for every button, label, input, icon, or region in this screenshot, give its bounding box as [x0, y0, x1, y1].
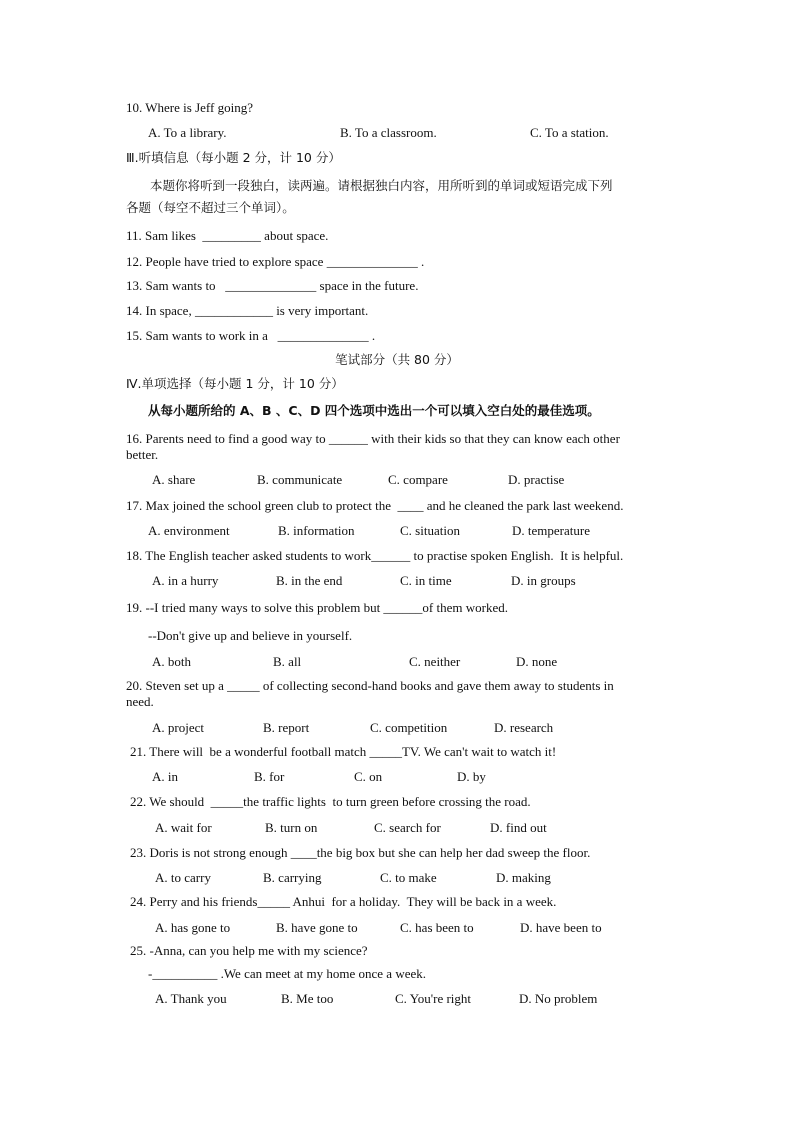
- q19-option-a: A. both: [152, 654, 191, 669]
- written-part-title: 笔试部分（共 80 分）: [335, 352, 459, 367]
- q21-option-b: B. for: [254, 769, 285, 784]
- q20-option-b: B. report: [263, 720, 310, 735]
- question-19-stem-cont: --Don't give up and believe in yourself.: [148, 628, 353, 643]
- q23-option-c: C. to make: [380, 870, 437, 885]
- q10-option-a: A. To a library.: [148, 125, 227, 140]
- section-4-title: Ⅳ.单项选择（每小题 1 分，计 10 分）: [126, 376, 344, 391]
- section-4-instruction: 从每小题所给的 A、B 、C、D 四个选项中选出一个可以填入空白处的最佳选项。: [148, 403, 600, 418]
- q21-option-c: C. on: [354, 769, 383, 784]
- q23-option-d: D. making: [496, 870, 551, 885]
- q25-option-d: D. No problem: [519, 991, 598, 1006]
- q10-option-b: B. To a classroom.: [340, 125, 437, 140]
- q24-option-d: D. have been to: [520, 920, 602, 935]
- q18-option-a: A. in a hurry: [152, 573, 219, 588]
- q19-option-b: B. all: [273, 654, 302, 669]
- q24-option-a: A. has gone to: [155, 920, 231, 935]
- q16-option-c: C. compare: [388, 472, 448, 487]
- q18-option-d: D. in groups: [511, 573, 576, 588]
- question-20-stem-cont: need.: [126, 694, 154, 709]
- q16-option-a: A. share: [152, 472, 196, 487]
- q22-option-a: A. wait for: [155, 820, 212, 835]
- q18-option-b: B. in the end: [276, 573, 343, 588]
- question-25-stem: 25. -Anna, can you help me with my science?: [130, 943, 368, 958]
- q21-option-a: A. in: [152, 769, 178, 784]
- question-20-stem: 20. Steven set up a _____ of collecting second-hand books and gave them away to students in: [126, 678, 614, 693]
- q24-option-c: C. has been to: [400, 920, 474, 935]
- q17-option-c: C. situation: [400, 523, 460, 538]
- q25-option-a: A. Thank you: [155, 991, 227, 1006]
- q21-option-d: D. by: [457, 769, 486, 784]
- fill-question-12: 12. People have tried to explore space ______________ .: [126, 254, 425, 269]
- question-17-stem: 17. Max joined the school green club to protect the ____ and he cleaned the park last weekend.: [126, 498, 624, 513]
- q22-option-b: B. turn on: [265, 820, 318, 835]
- question-24-stem: 24. Perry and his friends_____ Anhui for a holiday. They will be back in a week.: [130, 894, 557, 909]
- question-25-stem-cont: -__________ .We can meet at my home once a week.: [148, 966, 426, 981]
- question-10-stem: 10. Where is Jeff going?: [126, 100, 253, 115]
- q20-option-d: D. research: [494, 720, 554, 735]
- q19-option-c: C. neither: [409, 654, 461, 669]
- section-3-title: Ⅲ.听填信息（每小题 2 分，计 10 分）: [126, 150, 341, 165]
- question-23-stem: 23. Doris is not strong enough ____the big box but she can help her dad sweep the floor.: [130, 845, 591, 860]
- question-18-stem: 18. The English teacher asked students to work______ to practise spoken English. It is helpful.: [126, 548, 624, 563]
- fill-question-13: 13. Sam wants to ______________ space in the future.: [126, 278, 419, 293]
- question-16-stem-cont: better.: [126, 447, 159, 462]
- q24-option-b: B. have gone to: [276, 920, 358, 935]
- question-22-stem: 22. We should _____the traffic lights to turn green before crossing the road.: [130, 794, 531, 809]
- section-3-instruction-line1: 本题你将听到一段独白，读两遍。请根据独白内容，用所听到的单词或短语完成下列: [150, 178, 613, 193]
- fill-question-14: 14. In space, ____________ is very important.: [126, 303, 369, 318]
- q10-option-c: C. To a station.: [530, 125, 609, 140]
- q22-option-c: C. search for: [374, 820, 441, 835]
- question-16-stem: 16. Parents need to find a good way to ______ with their kids so that they can know each other: [126, 431, 620, 446]
- fill-question-11: 11. Sam likes _________ about space.: [126, 228, 329, 243]
- q17-option-b: B. information: [278, 523, 355, 538]
- question-19-stem: 19. --I tried many ways to solve this problem but ______of them worked.: [126, 600, 508, 615]
- q22-option-d: D. find out: [490, 820, 547, 835]
- q16-option-d: D. practise: [508, 472, 565, 487]
- q18-option-c: C. in time: [400, 573, 452, 588]
- q23-option-a: A. to carry: [155, 870, 211, 885]
- q17-option-a: A. environment: [148, 523, 230, 538]
- q19-option-d: D. none: [516, 654, 558, 669]
- question-21-stem: 21. There will be a wonderful football match _____TV. We can't wait to watch it!: [130, 744, 557, 759]
- q17-option-d: D. temperature: [512, 523, 590, 538]
- q25-option-b: B. Me too: [281, 991, 334, 1006]
- section-3-instruction-line2: 各题（每空不超过三个单词）。: [126, 200, 295, 215]
- q25-option-c: C. You're right: [395, 991, 472, 1006]
- q23-option-b: B. carrying: [263, 870, 322, 885]
- q20-option-a: A. project: [152, 720, 204, 735]
- q16-option-b: B. communicate: [257, 472, 343, 487]
- q20-option-c: C. competition: [370, 720, 448, 735]
- fill-question-15: 15. Sam wants to work in a ______________ .: [126, 328, 376, 343]
